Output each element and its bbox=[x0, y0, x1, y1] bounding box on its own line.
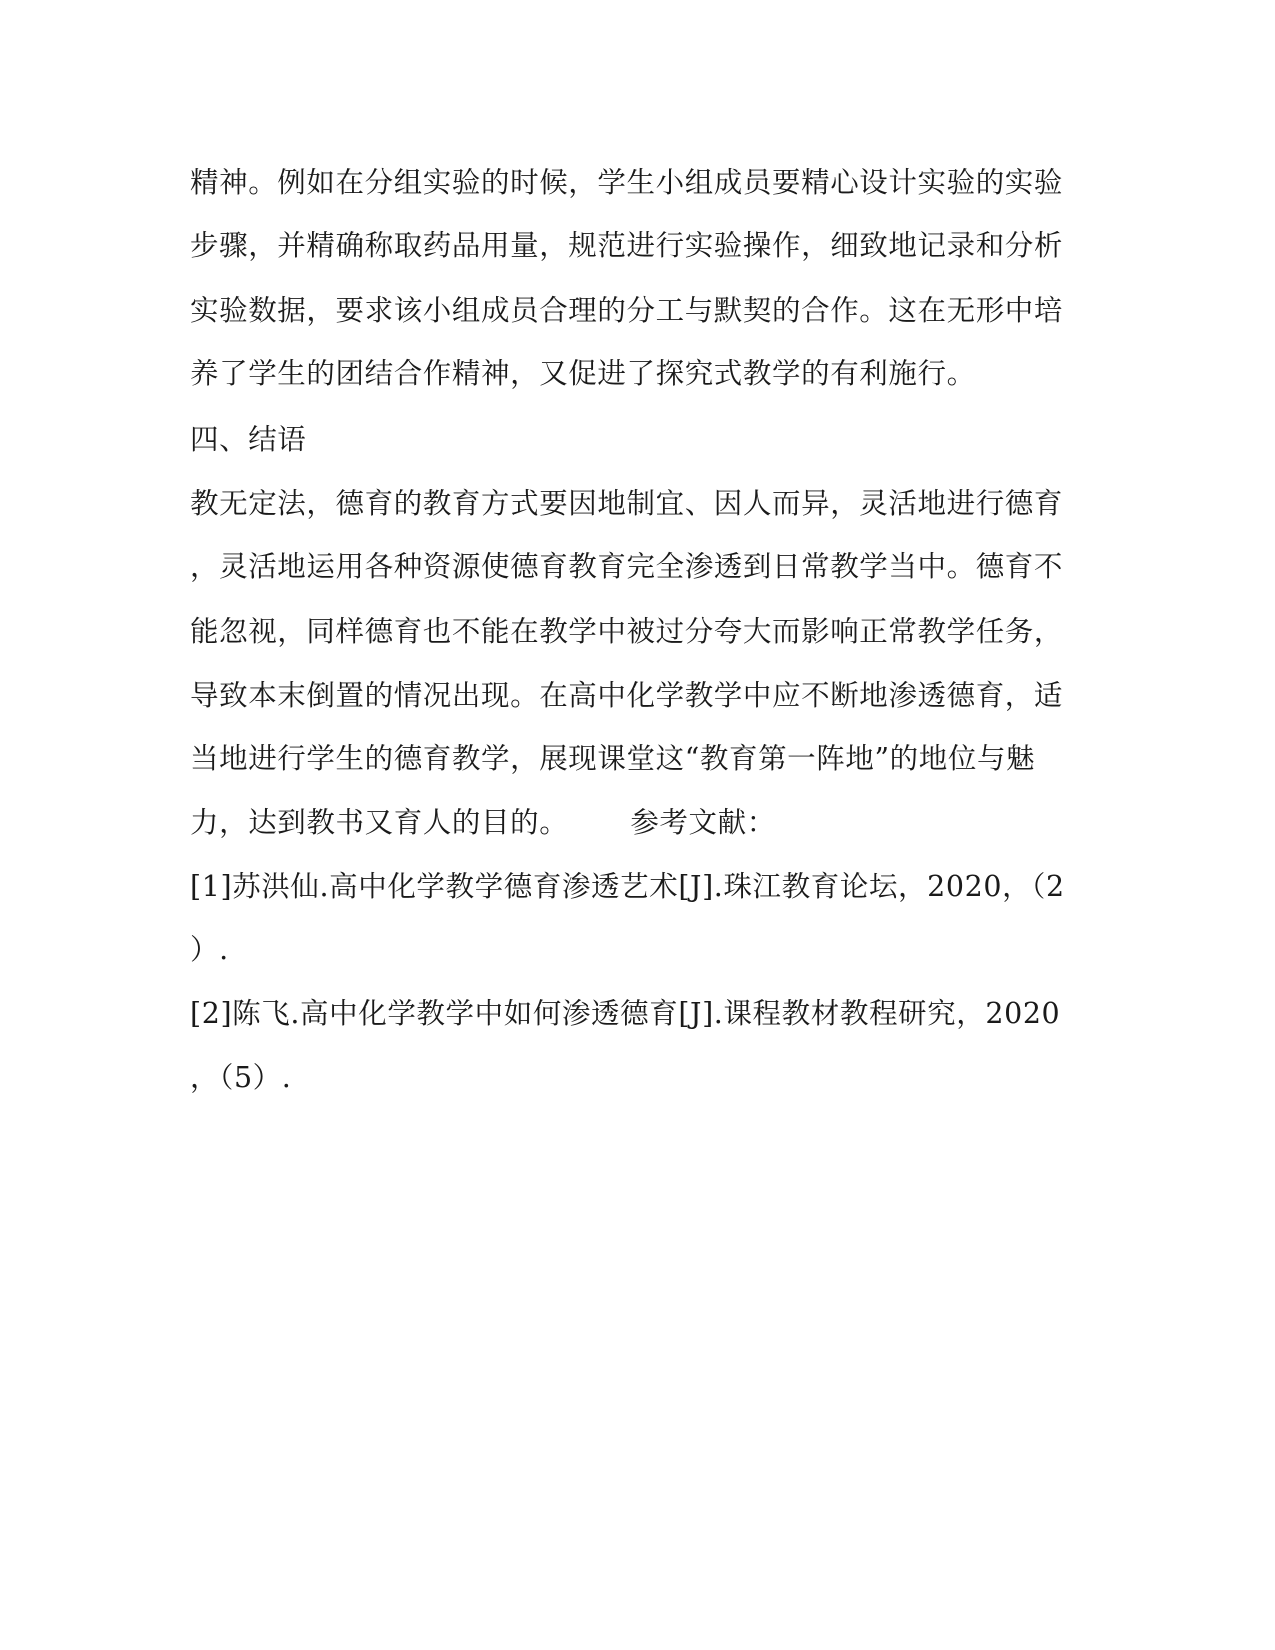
body-text-line: 精神。例如在分组实验的时候，学生小组成员要精心设计实验的实验 bbox=[190, 166, 1064, 199]
body-text-line: 养了学生的团结合作精神，又促进了探究式教学的有利施行。 bbox=[190, 357, 976, 390]
body-text-line bbox=[190, 803, 776, 843]
body-text-line: 步骤，并精确称取药品用量，规范进行实验操作，细致地记录和分析 bbox=[190, 229, 1064, 262]
references-heading: 参考文献： bbox=[630, 806, 776, 839]
reference-entry-continuation: ，（5）. bbox=[190, 1061, 292, 1094]
body-text-end: 力，达到教书又育人的目的。 bbox=[190, 806, 569, 839]
section-heading: 四、结语 bbox=[190, 423, 307, 456]
body-text-line: 导致本末倒置的情况出现。在高中化学教学中应不断地渗透德育，适 bbox=[190, 679, 1064, 712]
body-text-line: 实验数据，要求该小组成员合理的分工与默契的合作。这在无形中培 bbox=[190, 294, 1064, 327]
reference-entry: [2]陈飞.高中化学教学中如何渗透德育[J].课程教材教程研究，2020 bbox=[190, 997, 1061, 1030]
reference-entry: [1]苏洪仙.高中化学教学德育渗透艺术[J].珠江教育论坛，2020，（2 bbox=[190, 870, 1065, 903]
body-text-line: 教无定法，德育的教育方式要因地制宜、因人而异，灵活地进行德育 bbox=[190, 487, 1064, 520]
body-text-line: 当地进行学生的德育教学，展现课堂这“教育第一阵地”的地位与魅 bbox=[190, 742, 1036, 775]
body-text-line: ，灵活地运用各种资源使德育教育完全渗透到日常教学当中。德育不 bbox=[190, 550, 1064, 583]
body-text-line: 能忽视，同样德育也不能在教学中被过分夸大而影响正常教学任务， bbox=[190, 615, 1064, 648]
reference-entry-continuation: ）. bbox=[190, 933, 229, 966]
